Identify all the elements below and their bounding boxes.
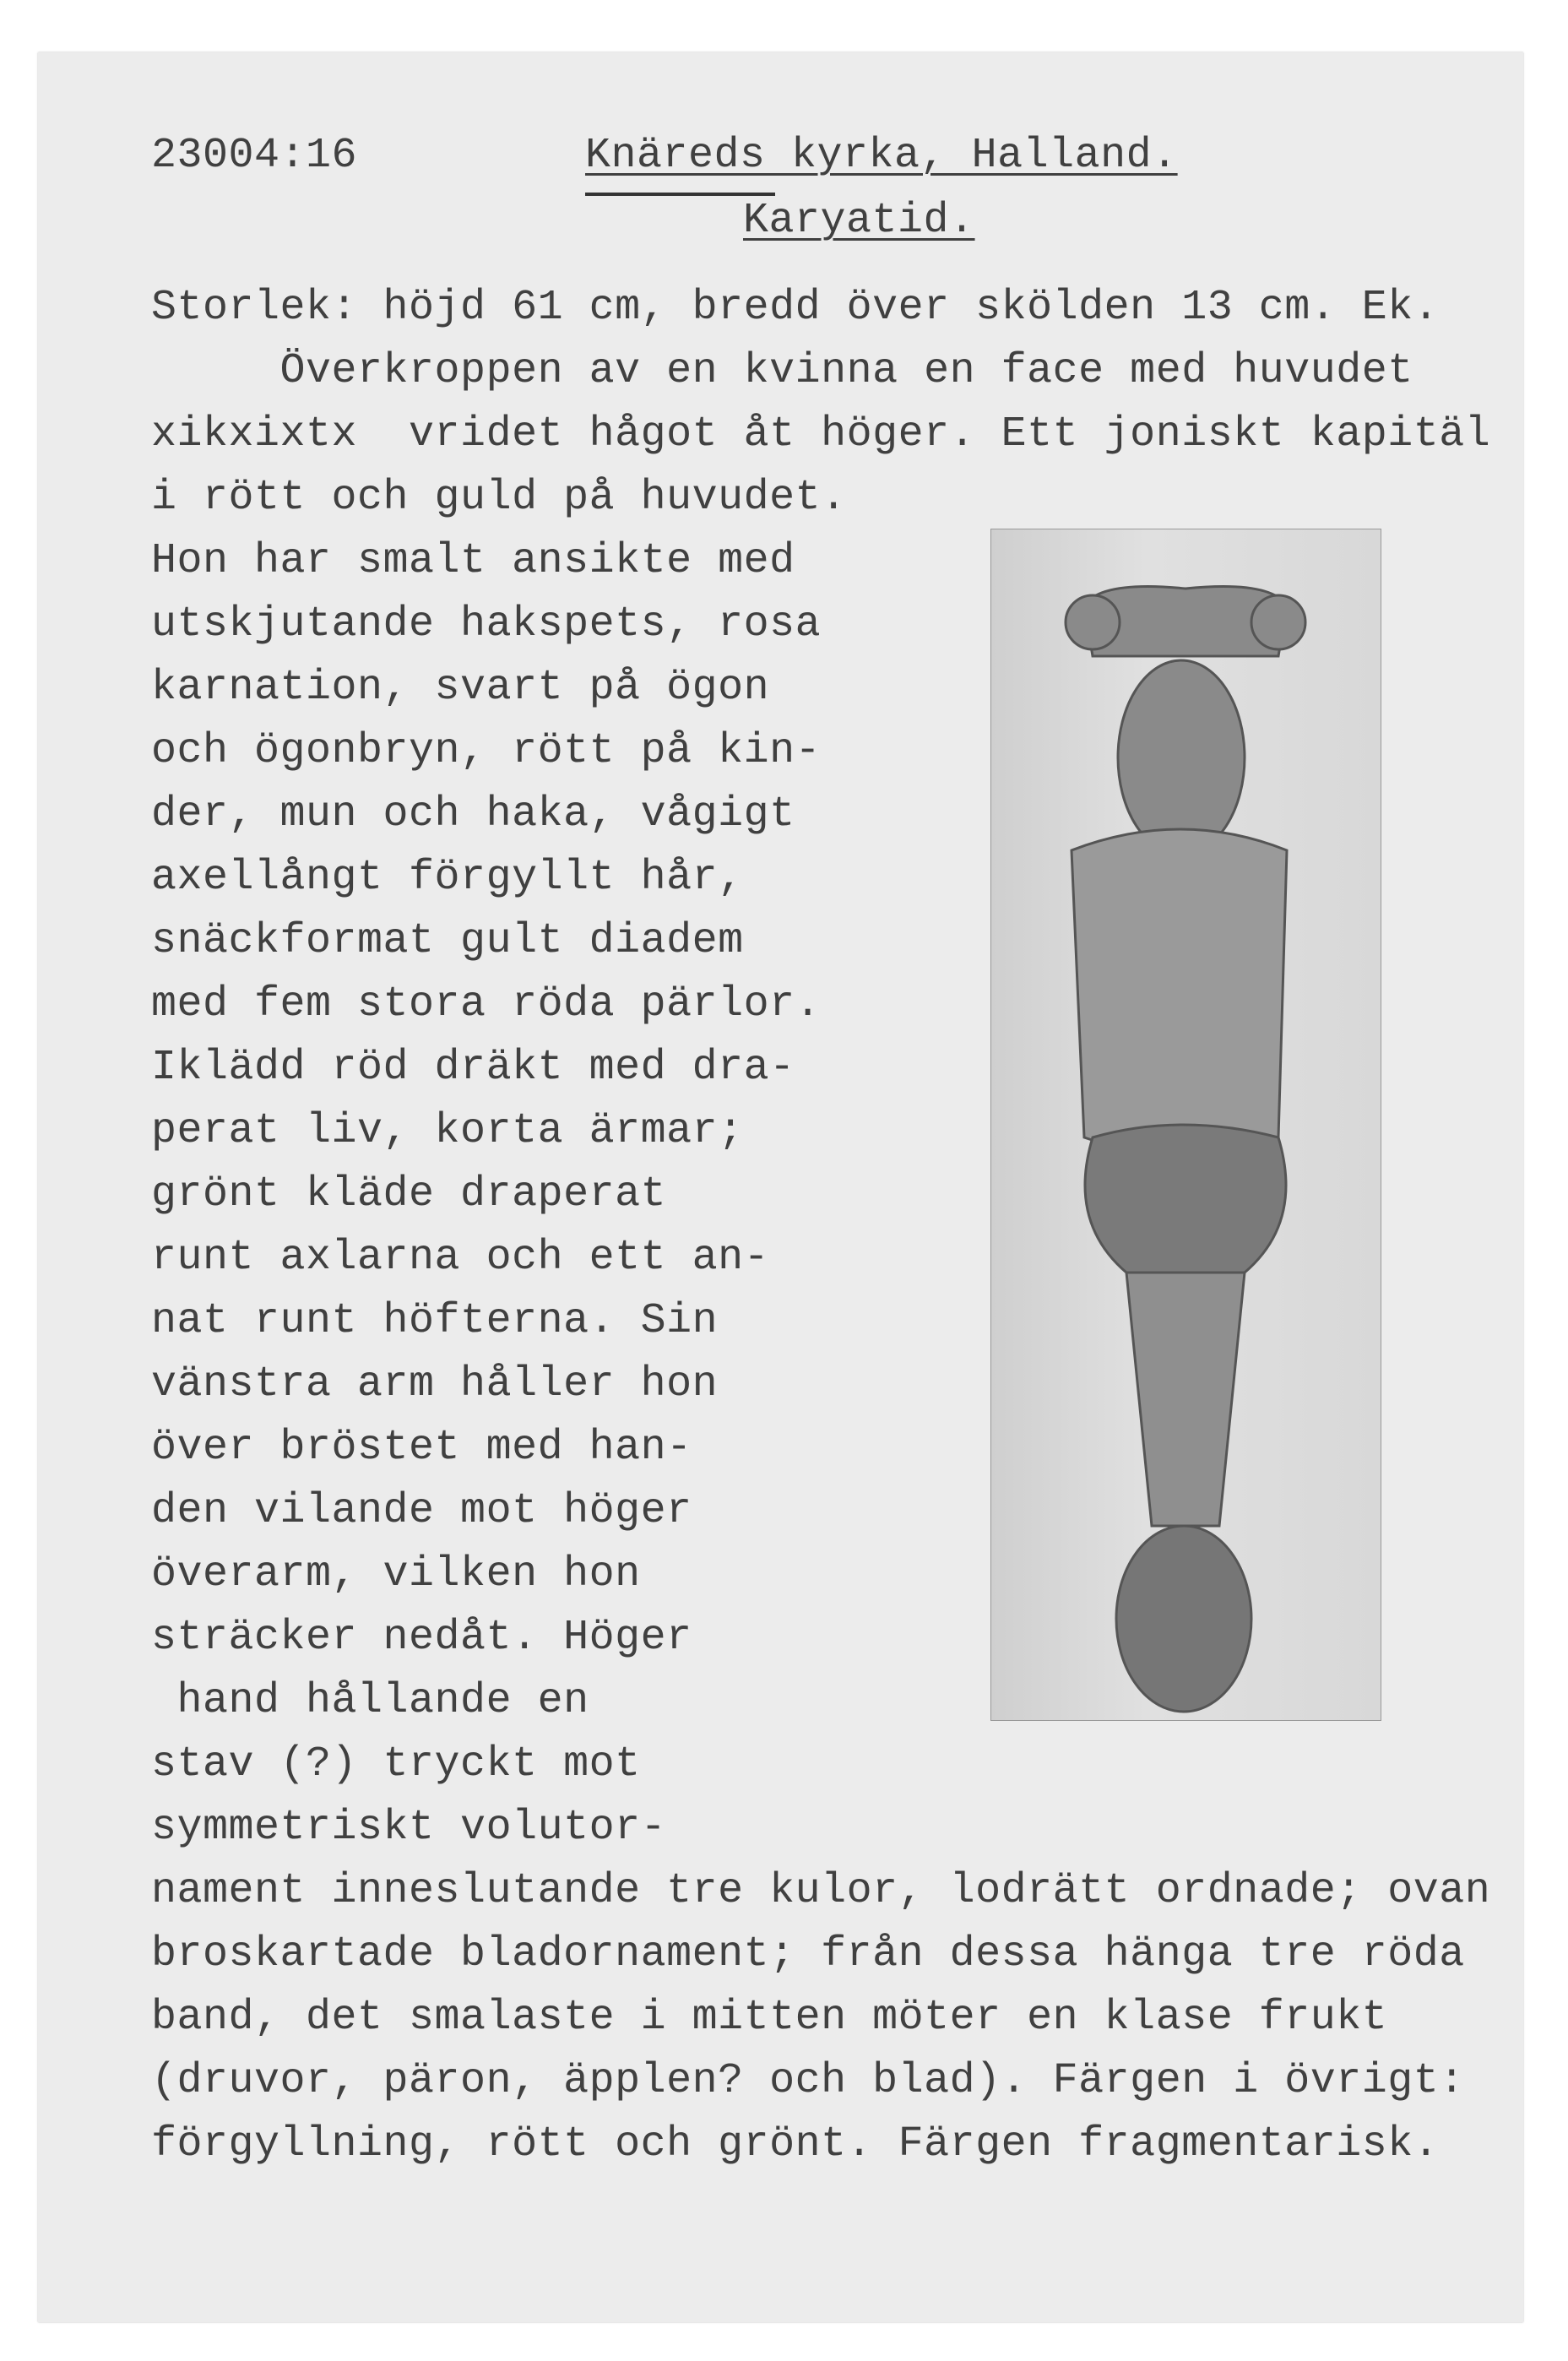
description-line: med fem stora röda pärlor. bbox=[151, 980, 822, 1029]
description-line: broskartade bladornament; från dessa hänga tre röda bbox=[151, 1930, 1465, 1978]
description-line: band, det smalaste i mitten möter en klase frukt bbox=[151, 1994, 1388, 2042]
description-line: symmetriskt volutor- bbox=[151, 1804, 667, 1852]
description-line: Hon har smalt ansikte med bbox=[151, 537, 795, 585]
description-line: runt axlarna och ett an- bbox=[151, 1234, 770, 1282]
caryatid-photo bbox=[990, 529, 1381, 1721]
description-line: xikxixtx vridet hågot åt höger. Ett joniskt kapitäl bbox=[151, 410, 1491, 459]
catalog-number: 23004:16 bbox=[151, 132, 358, 180]
description-line: perat liv, korta ärmar; bbox=[151, 1107, 744, 1155]
description-line: stav (?) tryckt mot bbox=[151, 1740, 641, 1788]
description-line: nament inneslutande tre kulor, lodrätt ordnade; ovan bbox=[151, 1867, 1491, 1915]
description-line: hand hållande en bbox=[151, 1677, 589, 1725]
handwritten-underline bbox=[585, 193, 775, 196]
location-heading: Knäreds kyrka, Halland. bbox=[585, 132, 1178, 180]
object-title: Karyatid. bbox=[743, 197, 975, 245]
caryatid-sculpture-image bbox=[991, 529, 1381, 1720]
description-line: karnation, svart på ögon bbox=[151, 664, 770, 712]
description-line: Storlek: höjd 61 cm, bredd över skölden 13 cm. Ek. bbox=[151, 284, 1440, 332]
description-line: utskjutande hakspets, rosa bbox=[151, 600, 822, 649]
description-line: den vilande mot höger bbox=[151, 1487, 692, 1535]
description-line: Överkroppen av en kvinna en face med huvudet bbox=[151, 347, 1413, 395]
description-line: sträcker nedåt. Höger bbox=[151, 1614, 692, 1662]
description-line: förgyllning, rött och grönt. Färgen fragmentarisk. bbox=[151, 2120, 1440, 2168]
description-line: Iklädd röd dräkt med dra- bbox=[151, 1044, 795, 1092]
description-line: och ögonbryn, rött på kin- bbox=[151, 727, 822, 775]
description-line: grönt kläde draperat bbox=[151, 1170, 667, 1218]
description-line: i rött och guld på huvudet. bbox=[151, 474, 847, 522]
description-line: nat runt höfterna. Sin bbox=[151, 1297, 719, 1345]
description-line: (druvor, päron, äpplen? och blad). Färgen i övrigt: bbox=[151, 2057, 1465, 2105]
description-line: vänstra arm håller hon bbox=[151, 1360, 719, 1408]
description-line: axellångt förgyllt hår, bbox=[151, 854, 744, 902]
description-line: der, mun och haka, vågigt bbox=[151, 790, 795, 839]
description-line: snäckformat gult diadem bbox=[151, 917, 744, 965]
description-line: över bröstet med han- bbox=[151, 1424, 692, 1472]
description-line: överarm, vilken hon bbox=[151, 1550, 641, 1598]
